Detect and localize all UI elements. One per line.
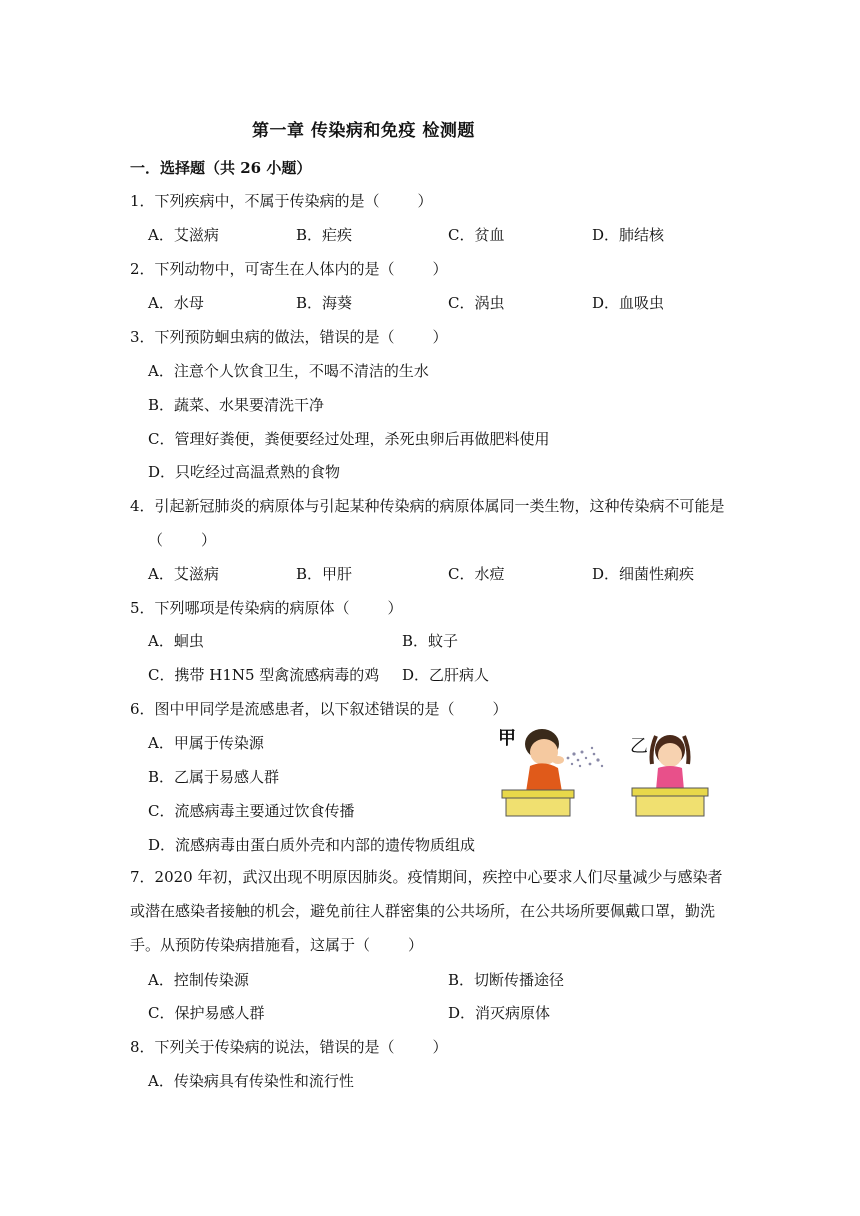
question-6-stem: 6．图中甲同学是流感患者，以下叙述错误的是（ ） <box>130 700 508 718</box>
q2-option-d[interactable]: D．血吸虫 <box>592 294 665 312</box>
student-jia <box>525 729 564 792</box>
q5-option-b[interactable]: B．蚊子 <box>402 632 459 650</box>
desk-right <box>632 788 708 816</box>
q6-option-b[interactable]: B．乙属于易感人群 <box>148 768 280 786</box>
q7-option-d[interactable]: D．消灭病原体 <box>448 1004 551 1022</box>
q6-option-a[interactable]: A．甲属于传染源 <box>148 734 264 752</box>
question-3-stem: 3．下列预防蛔虫病的做法，错误的是（ ） <box>130 328 448 346</box>
question-4-stem: 4．引起新冠肺炎的病原体与引起某种传染病的病原体属同一类生物，这种传染病不可能是 <box>130 497 725 515</box>
q2-option-b[interactable]: B．海葵 <box>296 294 353 312</box>
q7-option-c[interactable]: C．保护易感人群 <box>148 1004 265 1022</box>
question-8-stem: 8．下列关于传染病的说法，错误的是（ ） <box>130 1038 448 1056</box>
q4-option-a[interactable]: A．艾滋病 <box>148 565 219 583</box>
q4-option-b[interactable]: B．甲肝 <box>296 565 353 583</box>
page-title: 第一章 传染病和免疫 检测题 <box>252 121 475 141</box>
question-7-stem: 7．2020 年初，武汉出现不明原因肺炎。疫情期间，疾控中心要求人们尽量减少与感染者或潜在感染者接触的机会，避免前往人群密集的公共场所，在公共场所要佩戴口罩，勤洗手。从预防传染病措施看，这属于（ ） <box>130 868 723 954</box>
q3-option-d[interactable]: D．只吃经过高温煮熟的食物 <box>148 463 341 481</box>
q7-option-a[interactable]: A．控制传染源 <box>148 971 249 989</box>
q3-option-b[interactable]: B．蔬菜、水果要清洗干净 <box>148 396 325 414</box>
q4-option-c[interactable]: C．水痘 <box>448 565 505 583</box>
q2-option-a[interactable]: A．水母 <box>148 294 204 312</box>
q1-option-c[interactable]: C．贫血 <box>448 226 505 244</box>
q1-option-a[interactable]: A．艾滋病 <box>148 226 219 244</box>
q6-option-c[interactable]: C．流感病毒主要通过饮食传播 <box>148 802 355 820</box>
q3-option-c[interactable]: C．管理好粪便，粪便要经过处理，杀死虫卵后再做肥料使用 <box>148 430 550 448</box>
figure-label-yi: 乙 <box>630 736 648 757</box>
sneezing-illustration <box>494 722 732 818</box>
q8-option-a[interactable]: A．传染病具有传染性和流行性 <box>148 1072 354 1090</box>
question-5-stem: 5．下列哪项是传染病的病原体（ ） <box>130 599 403 617</box>
question-2-stem: 2．下列动物中，可寄生在人体内的是（ ） <box>130 260 448 278</box>
q6-option-d[interactable]: D．流感病毒由蛋白质外壳和内部的遗传物质组成 <box>148 836 476 854</box>
q4-option-d[interactable]: D．细菌性痢疾 <box>592 565 695 583</box>
q7-option-b[interactable]: B．切断传播途径 <box>448 971 565 989</box>
q1-option-b[interactable]: B．疟疾 <box>296 226 353 244</box>
sneeze-droplets <box>567 747 604 767</box>
q2-option-c[interactable]: C．涡虫 <box>448 294 505 312</box>
q1-option-d[interactable]: D．肺结核 <box>592 226 665 244</box>
q5-option-a[interactable]: A．蛔虫 <box>148 632 204 650</box>
q3-option-a[interactable]: A．注意个人饮食卫生，不喝不清洁的生水 <box>148 362 429 380</box>
student-yi <box>652 735 689 790</box>
q5-option-d[interactable]: D．乙肝病人 <box>402 666 490 684</box>
question-1-stem: 1．下列疾病中，不属于传染病的是（ ） <box>130 192 433 210</box>
figure-label-jia: 甲 <box>498 728 516 749</box>
question-4-answer-paren: （ ） <box>148 531 217 549</box>
desk-left <box>502 790 574 816</box>
section-heading: 一．选择题（共 26 小题） <box>130 159 312 177</box>
q5-option-c[interactable]: C．携带 H1N5 型禽流感病毒的鸡 <box>148 666 380 684</box>
